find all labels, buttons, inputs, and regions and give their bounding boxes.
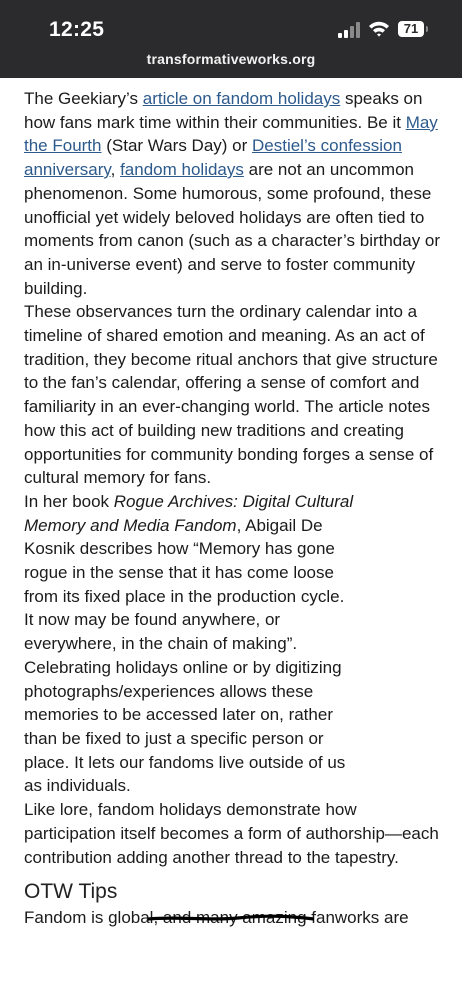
link-article-on-fandom-holidays[interactable]: article on fandom holidays bbox=[142, 89, 341, 108]
text-run: , bbox=[110, 160, 121, 180]
battery-level: 71 bbox=[403, 21, 419, 36]
section-heading-otw-tips: OTW Tips bbox=[24, 880, 118, 904]
book-title: Rogue Archives: Digital Cultural Memory and Media Fandom bbox=[24, 491, 354, 535]
text-run: The Geekiary’s bbox=[24, 89, 143, 108]
address-bar-url[interactable]: transformativeworks.org bbox=[146, 51, 316, 67]
text-run: are not an uncommon phenomenon. Some humorous, some profound, these unofficial yet widely beloved holidays are often tied to moments from canon (such as a character’s birthday or an in-universe event) and serve to foster community building. bbox=[24, 160, 441, 298]
text-run: In her book bbox=[24, 491, 114, 511]
clock-time: 12:25 bbox=[49, 18, 105, 41]
link-may-the-fourth[interactable]: May the Fourth bbox=[24, 112, 438, 156]
article-body bbox=[24, 87, 444, 930]
blockquote bbox=[24, 490, 354, 798]
paragraph-fandom-global bbox=[24, 906, 444, 930]
status-bar bbox=[0, 0, 462, 78]
text-run: (Star Wars Day) or bbox=[101, 136, 252, 156]
paragraph-intro bbox=[24, 87, 444, 300]
wifi-icon bbox=[368, 20, 390, 38]
text-run: Fandom is global, and many amazing fanworks are bbox=[24, 908, 409, 928]
link-destiel-confession-anniversary[interactable]: Destiel’s confession anniversary bbox=[24, 136, 402, 180]
text-run: , Abigail De Kosnik describes how “Memory has gone rogue in the sense that it has come loose from its fixed place in the production cycle. It now may be found anywhere, or everywhere, in the chain of making”. Celebrating holidays online or by digitizing photographs/experiences allows these memories to be accessed later on, rather than be fixed to just a specific person or place. It lets our fandoms live outside of us as individuals. bbox=[24, 515, 346, 796]
text-run: speaks on how fans mark time within their communities. Be it bbox=[24, 89, 423, 132]
paragraph-observances: These observances turn the ordinary calendar into a timeline of shared emotion and meaning. As an act of tradition, they become ritual anchors that give structure to the fan’s calendar, offering a sense of comfort and familiarity in an ever-changing world. The article notes how this act of building new traditions and creating opportunities for community bonding forges a sense of cultural memory for fans. bbox=[24, 302, 438, 488]
battery-tip bbox=[426, 26, 428, 32]
strikethrough-scribble bbox=[148, 913, 314, 923]
battery-icon bbox=[398, 21, 424, 37]
paragraph-lore: Like lore, fandom holidays demonstrate how participation itself becomes a form of authorship—each contribution adding another thread to the tapestry. bbox=[24, 800, 439, 867]
link-fandom-holidays[interactable]: fandom holidays bbox=[120, 160, 244, 180]
cellular-signal-icon bbox=[338, 22, 360, 38]
